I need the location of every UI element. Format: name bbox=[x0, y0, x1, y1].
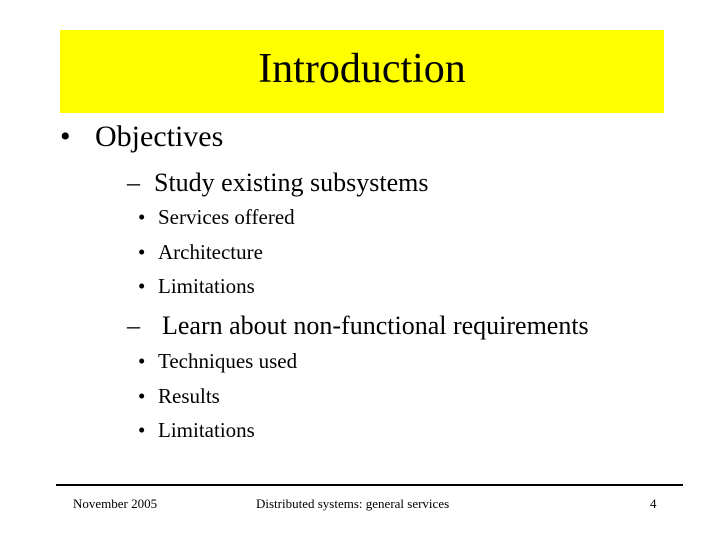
learn-item bbox=[138, 418, 255, 443]
bullet-icon: • bbox=[138, 418, 146, 442]
bullet-objectives bbox=[60, 120, 223, 154]
study-item-label: Limitations bbox=[158, 274, 255, 298]
footer-page-number: 4 bbox=[650, 496, 657, 511]
study-item bbox=[138, 274, 255, 299]
learn-item-label: Limitations bbox=[158, 418, 255, 442]
bullet-icon: • bbox=[138, 349, 146, 373]
sub-bullet-learn bbox=[127, 311, 589, 341]
bullet-icon: • bbox=[138, 384, 146, 408]
objectives-label: Objectives bbox=[95, 120, 224, 153]
learn-item bbox=[138, 384, 220, 409]
footer-divider bbox=[56, 484, 683, 486]
study-item-label: Services offered bbox=[158, 205, 295, 229]
bullet-icon: • bbox=[60, 120, 71, 153]
footer-course-title: Distributed systems: general services bbox=[256, 496, 450, 511]
bullet-icon: • bbox=[138, 274, 146, 298]
study-item bbox=[138, 205, 295, 230]
study-item-label: Architecture bbox=[158, 240, 263, 264]
title-banner bbox=[60, 30, 664, 113]
bullet-icon: • bbox=[138, 240, 146, 264]
learn-item-label: Techniques used bbox=[158, 349, 298, 373]
learn-label: Learn about non-functional requirements bbox=[162, 311, 589, 340]
dash-icon: – bbox=[127, 311, 140, 340]
study-label: Study existing subsystems bbox=[154, 168, 429, 197]
sub-bullet-study bbox=[127, 168, 428, 198]
dash-icon: – bbox=[127, 168, 140, 197]
footer-date: November 2005 bbox=[73, 496, 158, 511]
learn-item-label: Results bbox=[158, 384, 220, 408]
study-item bbox=[138, 240, 263, 265]
learn-item bbox=[138, 349, 297, 374]
bullet-icon: • bbox=[138, 205, 146, 229]
slide-title: Introduction bbox=[258, 45, 466, 92]
